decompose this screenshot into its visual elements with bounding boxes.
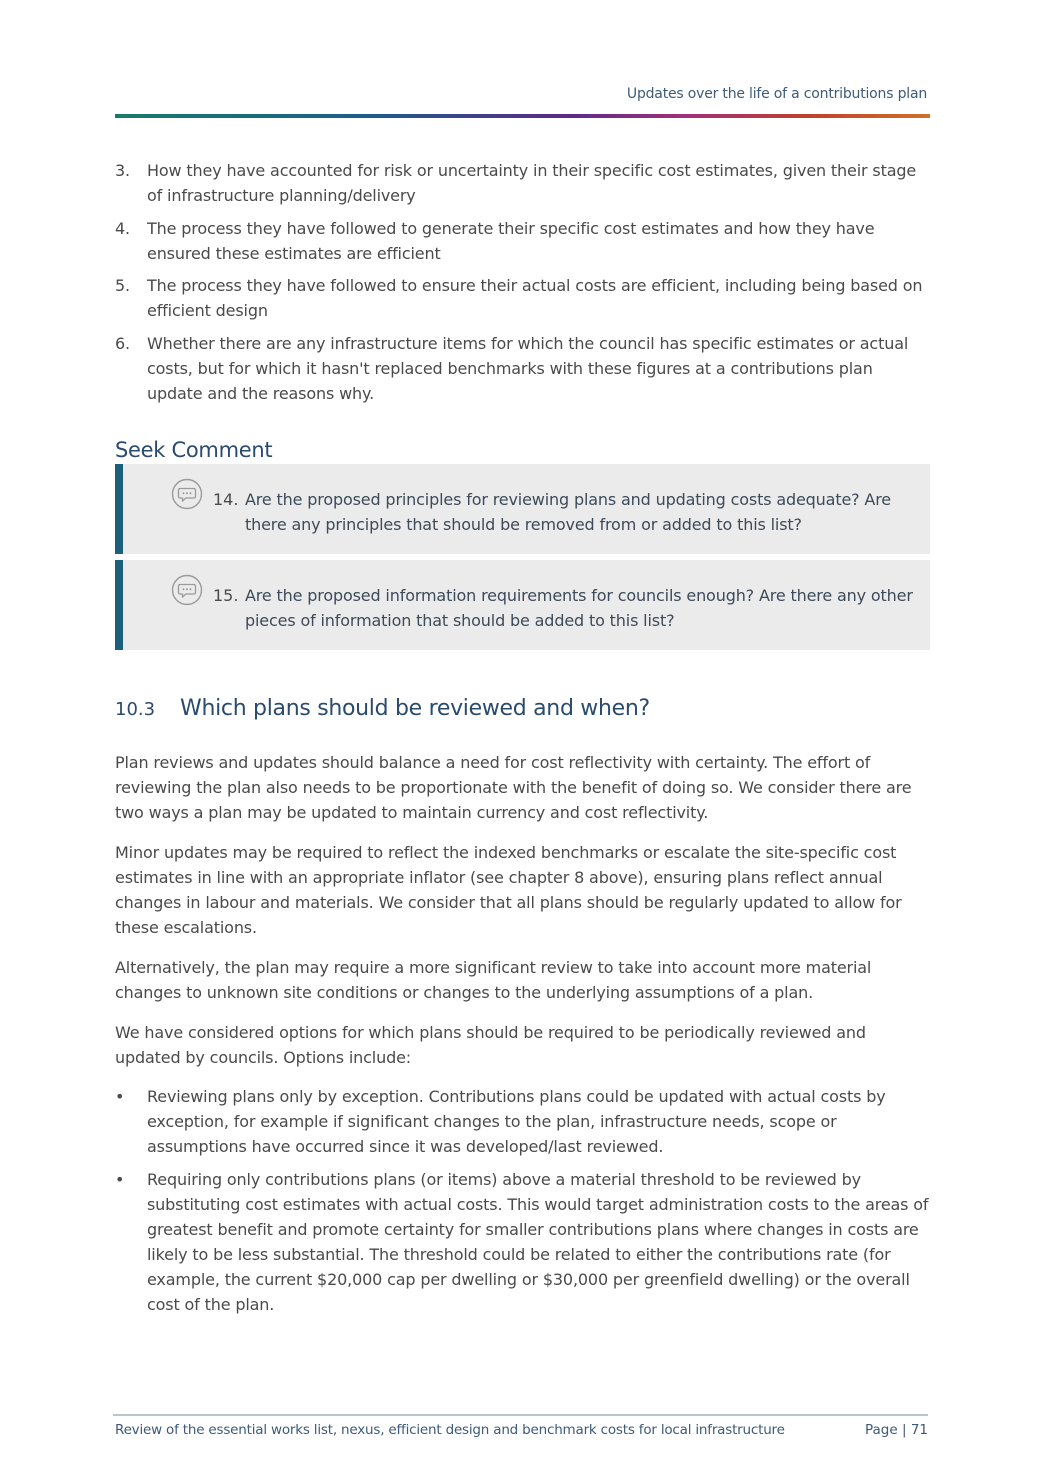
- question-number: 14.: [213, 490, 239, 509]
- comment-box-14: [115, 464, 930, 554]
- section-title: Which plans should be reviewed and when?: [180, 696, 650, 721]
- section-number: 10.3: [115, 699, 156, 720]
- list-number: 3.: [115, 161, 130, 180]
- list-text: The process they have followed to ensure their actual costs are efficient, including being based on efficient design: [147, 276, 923, 320]
- question-number: 15.: [213, 586, 239, 605]
- list-item: [115, 216, 930, 266]
- seek-comment-title: Seek Comment: [115, 438, 273, 462]
- list-number: 5.: [115, 276, 130, 295]
- bullet-text: Reviewing plans only by exception. Contributions plans could be updated with actual costs by exception, for example if significant changes to the plan, infrastructure needs, scope or assumptions have occurred since it was developed/last reviewed.: [147, 1087, 886, 1156]
- paragraph: Minor updates may be required to reflect the indexed benchmarks or escalate the site-specific cost estimates in line with an appropriate inflator (see chapter 8 above), ensuring plans reflect annual changes in labour and materials. We consider that all plans should be regularly updated to allow for these escalations.: [115, 843, 902, 937]
- list-item: [115, 158, 930, 208]
- list-text: How they have accounted for risk or uncertainty in their specific cost estimates, given their stage of infrastructure planning/delivery: [147, 161, 917, 205]
- bullet-item: [115, 1084, 930, 1159]
- list-item: [115, 273, 930, 323]
- question-text: Are the proposed principles for reviewing plans and updating costs adequate? Are there any principles that should be removed from or added to this list?: [245, 490, 891, 534]
- paragraph: Alternatively, the plan may require a more significant review to take into account more material changes to unknown site conditions or changes to the underlying assumptions of a plan.: [115, 958, 872, 1002]
- speech-bubble-icon: [171, 478, 203, 514]
- list-item: [115, 331, 930, 406]
- comment-box-15: [115, 560, 930, 650]
- bullet-dot: •: [115, 1087, 125, 1106]
- speech-bubble-icon: [171, 574, 203, 610]
- numbered-list: [115, 158, 930, 413]
- running-header: Updates over the life of a contributions plan: [626, 86, 927, 102]
- question-text: Are the proposed information requirements for councils enough? Are there any other pieces of information that should be added to this list?: [245, 586, 913, 630]
- bullet-list: [115, 1084, 930, 1324]
- list-number: 4.: [115, 218, 130, 238]
- bullet-text: Requiring only contributions plans (or items) above a material threshold to be reviewed by substituting cost estimates with actual costs. This would target administration costs to the areas of greatest benefit and promote certainty for smaller contributions plans where changes in costs are likely to be less substantial. The threshold could be related to either the contributions rate (for example, the current $20,000 cap per dwelling or $30,000 per greenfield dwelling) or the overall cost of the plan.: [147, 1169, 929, 1314]
- section-heading: [115, 696, 650, 721]
- footer-page-number: Page | 71: [865, 1422, 928, 1438]
- bullet-item: [115, 1167, 930, 1317]
- list-number: 6.: [115, 333, 130, 353]
- paragraph: We have considered options for which plans should be required to be periodically reviewed and updated by councils. Options include:: [115, 1023, 866, 1067]
- list-text: Whether there are any infrastructure items for which the council has specific estimates or actual costs, but for which it hasn't replaced benchmarks with these figures at a contributions plan update and the reasons why.: [147, 333, 909, 403]
- paragraph: Plan reviews and updates should balance a need for cost reflectivity with certainty. The effort of reviewing the plan also needs to be proportionate with the benefit of doing so. We consider there are two ways a plan may be updated to maintain currency and cost reflectivity.: [115, 753, 912, 822]
- list-text: The process they have followed to generate their specific cost estimates and how they have ensured these estimates are efficient: [147, 218, 875, 263]
- header-gradient-rule: [115, 114, 930, 118]
- footer-rule: [113, 1414, 928, 1416]
- bullet-dot: •: [115, 1169, 125, 1189]
- footer-document-title: Review of the essential works list, nexus, efficient design and benchmark costs for local infrastructure: [115, 1422, 785, 1438]
